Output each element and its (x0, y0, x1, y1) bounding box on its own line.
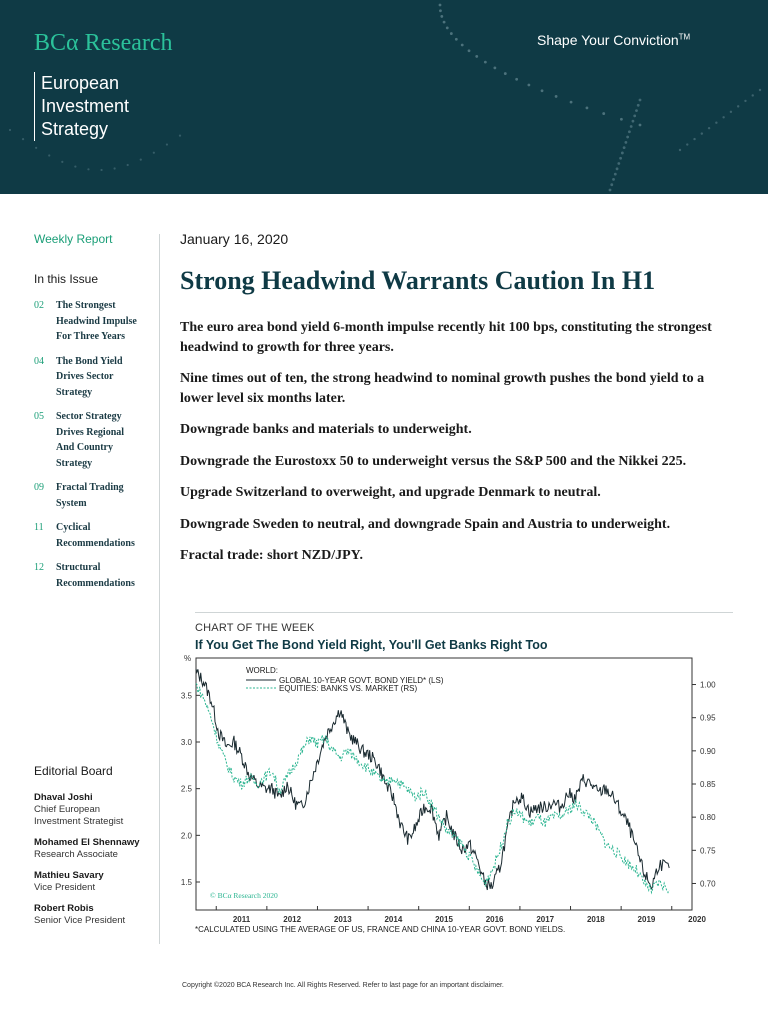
board-member (34, 903, 164, 927)
legend-label-yield: GLOBAL 10-YEAR GOVT. BOND YIELD* (LS) (279, 676, 444, 685)
chart-kicker: CHART OF THE WEEK (195, 622, 315, 634)
toc-label-line: System (56, 497, 87, 509)
decorative-dot (22, 138, 24, 140)
report-date: January 16, 2020 (180, 231, 289, 247)
copyright-notice: Copyright ©2020 BCA Research Inc. All Rights Reserved. Refer to last page for an important disclaimer. (182, 982, 504, 989)
publication-name (34, 72, 129, 141)
decorative-dot (686, 143, 688, 145)
toc-label-line: Drives Regional (56, 426, 125, 438)
decorative-dot (602, 112, 605, 115)
right-axis-tick-label: 0.70 (700, 879, 716, 889)
member-name: Dhaval Joshi (34, 792, 93, 803)
toc-label (56, 520, 135, 551)
decorative-dot (730, 111, 732, 113)
toc-label-line: Strategy (56, 457, 93, 469)
brand-logo[interactable]: BCα Research (34, 30, 173, 56)
decorative-dot (455, 38, 458, 41)
decorative-dot (439, 9, 442, 12)
toc-item[interactable] (34, 409, 164, 471)
toc-page-number: 05 (34, 411, 44, 422)
member-role: Investment Strategist (34, 816, 124, 827)
decorative-dot (179, 135, 181, 137)
publication-line: European (41, 73, 120, 93)
decorative-dot (48, 154, 50, 156)
decorative-dot (468, 49, 471, 52)
decorative-dot (74, 165, 76, 167)
decorative-dot (461, 44, 464, 47)
left-axis-tick-label: 3.0 (180, 738, 192, 747)
chart-divider (195, 612, 733, 613)
left-axis-tick-label: 3.5 (180, 691, 192, 701)
decorative-dot (127, 164, 129, 166)
toc-item[interactable] (34, 560, 164, 591)
tagline (537, 32, 690, 48)
decorative-dot (617, 162, 620, 165)
decorative-dot (637, 104, 640, 107)
toc-page-number: 02 (34, 300, 44, 311)
left-axis-unit: % (184, 654, 192, 663)
tagline-text: Shape Your Conviction (537, 32, 679, 48)
decorative-dot (541, 89, 544, 92)
key-point: Nine times out of ten, the strong headwind to nominal growth pushes the bond yield to a lower level six months later. (180, 371, 705, 406)
decorative-dot (140, 159, 142, 161)
right-axis-tick-label: 1.00 (700, 680, 716, 690)
board-member (34, 792, 164, 828)
toc-label-line: Cyclical (56, 522, 91, 533)
x-axis-tick-label: 2016 (485, 915, 504, 924)
toc-item[interactable] (34, 354, 164, 401)
legend-title: WORLD: (246, 666, 278, 675)
chart-title: If You Get The Bond Yield Right, You'll Get Banks Right Too (195, 638, 548, 652)
left-axis-tick-label: 2.5 (180, 784, 192, 794)
decorative-dot (701, 132, 703, 134)
toc-label-line: Strategy (56, 386, 93, 398)
decorative-dot (715, 122, 717, 124)
decorative-dot (609, 189, 612, 192)
chart-of-the-week (180, 652, 720, 932)
decorative-dot (440, 15, 443, 18)
decorative-dot (639, 99, 642, 102)
decorative-dot (632, 120, 635, 123)
toc-label (56, 298, 137, 345)
key-points (180, 318, 740, 578)
right-axis-tick-label: 0.80 (700, 813, 716, 823)
editorial-board-heading: Editorial Board (34, 764, 113, 778)
decorative-dot (620, 118, 623, 121)
x-axis-tick-label: 2012 (283, 915, 302, 924)
decorative-dot (614, 173, 617, 176)
decorative-dot (722, 116, 724, 118)
decorative-dot (623, 146, 626, 149)
toc-label (56, 560, 135, 591)
decorative-dot (484, 61, 487, 64)
decorative-dot (708, 127, 710, 129)
decorative-dot (61, 161, 63, 163)
toc-page-number: 09 (34, 482, 44, 493)
decorative-dot (624, 141, 627, 144)
decorative-dot (100, 169, 102, 171)
toc-label-line: Recommendations (56, 537, 135, 549)
key-point: Downgrade Sweden to neutral, and downgrade Spain and Austria to underweight. (180, 516, 671, 532)
toc-label-line: Recommendations (56, 577, 135, 589)
key-point: Fractal trade: short NZD/JPY. (180, 548, 364, 563)
toc-page-number: 04 (34, 355, 44, 367)
key-point: Downgrade the Eurostoxx 50 to underweight versus the S&P 500 and the Nikkei 225. (180, 453, 687, 469)
decorative-dot (626, 136, 629, 139)
decorative-dot (153, 152, 155, 154)
toc-label-line: And Country (56, 442, 113, 453)
toc-item[interactable] (34, 520, 164, 551)
member-name: Mathieu Savary (34, 870, 104, 881)
legend-label-banks: EQUITIES: BANKS VS. MARKET (RS) (279, 684, 418, 693)
toc-page-number: 11 (34, 522, 44, 533)
decorative-dot (450, 32, 453, 35)
toc-label-line: Structural (56, 562, 101, 573)
toc-label-line: Sector Strategy (56, 411, 122, 422)
toc-page-number: 12 (34, 562, 44, 573)
decorative-dot (475, 55, 478, 58)
x-axis-tick-label: 2011 (232, 915, 251, 924)
decorative-dot (166, 143, 168, 145)
key-point: The euro area bond yield 6-month impulse recently hit 100 bps, constituting the strongest headwind to growth for three years. (180, 320, 712, 355)
chart-watermark: © BCα Research 2020 (210, 891, 278, 900)
member-role: Senior Vice President (34, 915, 126, 926)
trademark-mark: TM (678, 32, 691, 42)
decorative-dot (493, 66, 496, 69)
chart-footnote: *CALCULATED USING THE AVERAGE OF US, FRANCE AND CHINA 10-YEAR GOVT. BOND YIELDS. (195, 925, 566, 934)
decorative-dot (759, 89, 761, 91)
publication-line: Strategy (41, 119, 109, 139)
decorative-dot (610, 183, 613, 186)
bond-yield-line (196, 669, 669, 890)
toc-label-line: Headwind Impulse (56, 315, 137, 327)
x-axis-tick-label: 2015 (435, 915, 453, 924)
x-axis-tick-label: 2019 (637, 915, 656, 924)
toc-item[interactable] (34, 480, 164, 511)
decorative-dot (586, 106, 589, 109)
toc-label-line: Drives Sector (56, 371, 114, 382)
key-point: Downgrade banks and materials to underweight. (180, 422, 472, 437)
toc-label (56, 480, 124, 511)
report-type: Weekly Report (34, 232, 113, 246)
toc-label-line: The Bond Yield (56, 355, 123, 367)
decorative-dot (616, 167, 619, 170)
decorative-dot (443, 21, 446, 24)
toc-label (56, 409, 124, 471)
decorative-dot (35, 147, 37, 149)
board-member (34, 837, 164, 861)
x-axis-tick-label: 2020 (688, 915, 706, 924)
report-header (0, 0, 768, 194)
right-axis-tick-label: 0.85 (700, 780, 716, 789)
decorative-dot (515, 78, 518, 81)
toc-label-line: The Strongest (56, 300, 116, 311)
board-member (34, 870, 164, 894)
decorative-dot (679, 149, 681, 151)
decorative-dot (744, 100, 746, 102)
x-axis-tick-label: 2017 (536, 915, 555, 924)
decorative-dot (612, 178, 615, 181)
banks-vs-market-line (196, 684, 669, 893)
left-axis-tick-label: 2.0 (180, 831, 192, 841)
toc-item[interactable] (34, 298, 164, 345)
member-role: Chief European (34, 804, 101, 815)
decorative-dot (555, 95, 558, 98)
decorative-dot (527, 84, 530, 87)
member-name: Robert Robis (34, 903, 94, 914)
left-axis-tick-label: 1.5 (180, 878, 192, 887)
decorative-dot (9, 129, 11, 131)
x-axis-tick-label: 2014 (384, 915, 403, 924)
x-axis-tick-label: 2018 (586, 915, 605, 924)
decorative-dot (621, 152, 624, 155)
right-axis-tick-label: 0.95 (700, 713, 716, 723)
decorative-dot (446, 26, 449, 29)
issue-heading: In this Issue (34, 272, 99, 286)
table-of-contents (34, 298, 164, 600)
decorative-dot (633, 114, 636, 117)
member-role: Vice President (34, 882, 96, 893)
decorative-dot (87, 168, 89, 170)
page-title: Strong Headwind Warrants Caution In H1 (180, 266, 656, 295)
right-axis-tick-label: 0.90 (700, 746, 716, 756)
plot-frame (196, 658, 692, 910)
editorial-board (34, 792, 164, 936)
key-point: Upgrade Switzerland to overweight, and upgrade Denmark to neutral. (180, 485, 601, 500)
decorative-dot (737, 105, 739, 107)
decorative-dot (630, 125, 633, 128)
member-role: Research Associate (34, 849, 118, 860)
toc-label-line: Fractal Trading (56, 482, 124, 493)
decorative-dot (504, 72, 507, 75)
x-axis-tick-label: 2013 (333, 915, 352, 924)
decorative-dot (639, 124, 642, 127)
decorative-dot (570, 101, 573, 104)
publication-line: Investment (41, 96, 130, 116)
member-name: Mohamed El Shennawy (34, 837, 140, 848)
toc-label-line: For Three Years (56, 331, 126, 342)
decorative-dot (693, 138, 695, 140)
decorative-dot (635, 109, 638, 112)
toc-label (56, 354, 123, 401)
right-axis-tick-label: 0.75 (700, 846, 716, 856)
decorative-dot (619, 157, 622, 160)
decorative-dot (439, 4, 442, 7)
decorative-dot (752, 94, 754, 96)
decorative-dot (114, 167, 116, 169)
decorative-dot (628, 130, 631, 133)
